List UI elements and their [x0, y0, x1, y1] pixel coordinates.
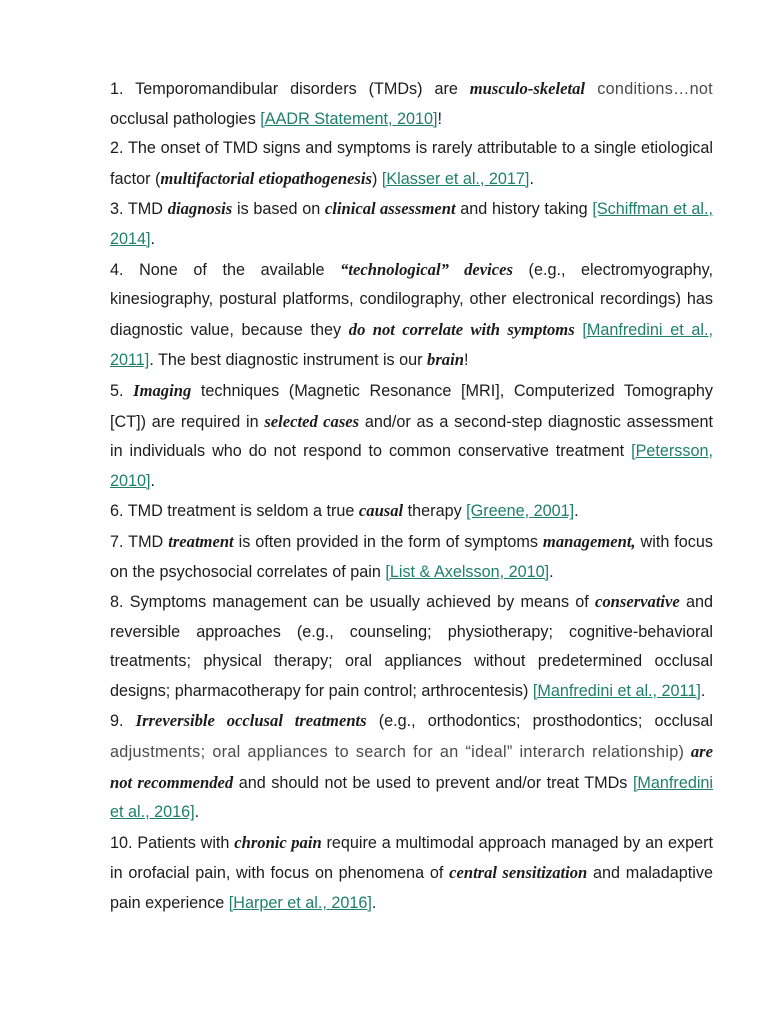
- body-text: !: [463, 351, 469, 370]
- body-text: .: [371, 894, 377, 913]
- body-text: ): [371, 169, 382, 188]
- reference-link[interactable]: [Manfredini et al., 2011]: [110, 320, 714, 370]
- body-text: .: [150, 471, 156, 490]
- body-text: . The best diagnostic instrument is our: [149, 351, 428, 370]
- emphasis-text: chronic pain: [234, 832, 322, 852]
- document-body: [110, 74, 713, 919]
- body-text: .: [194, 803, 200, 822]
- point-8: [110, 587, 713, 706]
- reference-link[interactable]: [Klasser et al., 2017]: [381, 169, 530, 188]
- point-2: [110, 134, 713, 194]
- emphasis-text: central sensitization: [449, 863, 588, 883]
- body-text: .: [150, 229, 156, 248]
- body-text: and maladaptive pain experience: [110, 864, 713, 913]
- emphasis-text: treatment: [168, 531, 234, 551]
- body-text: 8. Symptoms management can be usually achieved by means of: [110, 593, 595, 612]
- body-text: occlusal pathologies: [110, 109, 261, 128]
- reference-link[interactable]: [List & Axelsson, 2010]: [385, 562, 550, 581]
- body-text: conditions…not: [584, 80, 713, 98]
- body-text: and history taking: [455, 200, 593, 219]
- emphasis-text: selected cases: [264, 411, 360, 431]
- reference-link[interactable]: [Petersson, 2010]: [110, 442, 713, 490]
- body-text: .: [700, 681, 706, 700]
- point-10: [110, 828, 713, 919]
- reference-link[interactable]: [Schiffman et al., 2014]: [110, 200, 714, 248]
- body-text: is based on: [232, 200, 325, 219]
- point-9: [110, 706, 713, 827]
- body-text: 4. None of the available: [110, 260, 341, 279]
- point-7: [110, 527, 713, 587]
- emphasis-text: “technological” devices: [340, 259, 513, 279]
- emphasis-text: multifactorial etiopathogenesis: [160, 168, 372, 188]
- body-text: .: [549, 562, 554, 581]
- reference-link[interactable]: [Manfredini et al., 2011]: [532, 681, 701, 700]
- point-6: [110, 496, 713, 527]
- emphasis-text: are not recommended: [110, 742, 713, 792]
- body-text: [684, 743, 691, 761]
- emphasis-text: musculo-skeletal: [469, 79, 585, 98]
- body-text: (e.g., electromyography, kinesiography, postural platforms, condilography, other electronical recordings) has diagnostic value, because they: [110, 260, 713, 339]
- reference-link[interactable]: [Manfredini et al., 2016]: [110, 773, 714, 822]
- body-text: 1. Temporomandibular disorders (TMDs) are: [110, 80, 470, 98]
- body-text: 3. TMD: [110, 200, 168, 219]
- body-text: 5.: [110, 381, 134, 400]
- body-text: require a multimodal approach managed by an expert in orofacial pain, with focus on phenomena of: [110, 833, 713, 883]
- emphasis-text: management,: [542, 531, 636, 551]
- emphasis-text: Irreversible occlusal treatments: [135, 711, 367, 731]
- body-text: adjustments; oral appliances to search for an “ideal” interarch relationship): [110, 743, 685, 762]
- emphasis-text: conservative: [594, 592, 680, 612]
- reference-link[interactable]: [AADR Statement, 2010]: [260, 109, 438, 128]
- body-text: techniques (Magnetic Resonance [MRI], Computerized Tomography [CT]) are required in: [110, 381, 714, 431]
- body-text: with focus on the psychosocial correlates of pain: [110, 532, 713, 581]
- point-5: [110, 376, 713, 496]
- body-text: !: [437, 109, 443, 128]
- body-text: 2. The onset of TMD signs and symptoms is rarely attributable to a single etiological factor (: [110, 139, 713, 188]
- body-text: .: [529, 169, 534, 188]
- body-text: .: [574, 502, 579, 521]
- body-text: is often provided in the form of symptoms: [233, 532, 543, 551]
- body-text: 6. TMD treatment is seldom a true: [110, 502, 359, 521]
- body-text: 9.: [110, 712, 136, 731]
- body-text: and reversible approaches (e.g., counseling; physiotherapy; cognitive-behavioral treatments; physical therapy; oral appliances without predetermined occlusal designs; pharmacotherapy for pain control; arthrocentesis): [110, 593, 713, 700]
- point-1: [110, 74, 713, 134]
- body-text: (e.g., orthodontics; prosthodontics; occlusal: [366, 712, 714, 731]
- body-text: 10. Patients with: [110, 833, 235, 852]
- point-3: [110, 194, 713, 254]
- emphasis-text: diagnosis: [167, 199, 233, 219]
- body-text: and should not be used to prevent and/or treat TMDs: [233, 773, 633, 792]
- emphasis-text: brain: [427, 350, 464, 370]
- body-text: 7. TMD: [110, 532, 169, 551]
- emphasis-text: do not correlate with symptoms: [348, 319, 575, 339]
- body-text: therapy: [403, 502, 467, 521]
- point-4: [110, 255, 713, 376]
- emphasis-text: Imaging: [133, 380, 192, 400]
- reference-link[interactable]: [Greene, 2001]: [466, 502, 575, 521]
- emphasis-text: causal: [358, 501, 404, 521]
- reference-link[interactable]: [Harper et al., 2016]: [228, 894, 372, 913]
- body-text: and/or as a second-step diagnostic assessment in individuals who do not respond to common conservative treatment: [110, 412, 714, 461]
- emphasis-text: clinical assessment: [324, 199, 456, 219]
